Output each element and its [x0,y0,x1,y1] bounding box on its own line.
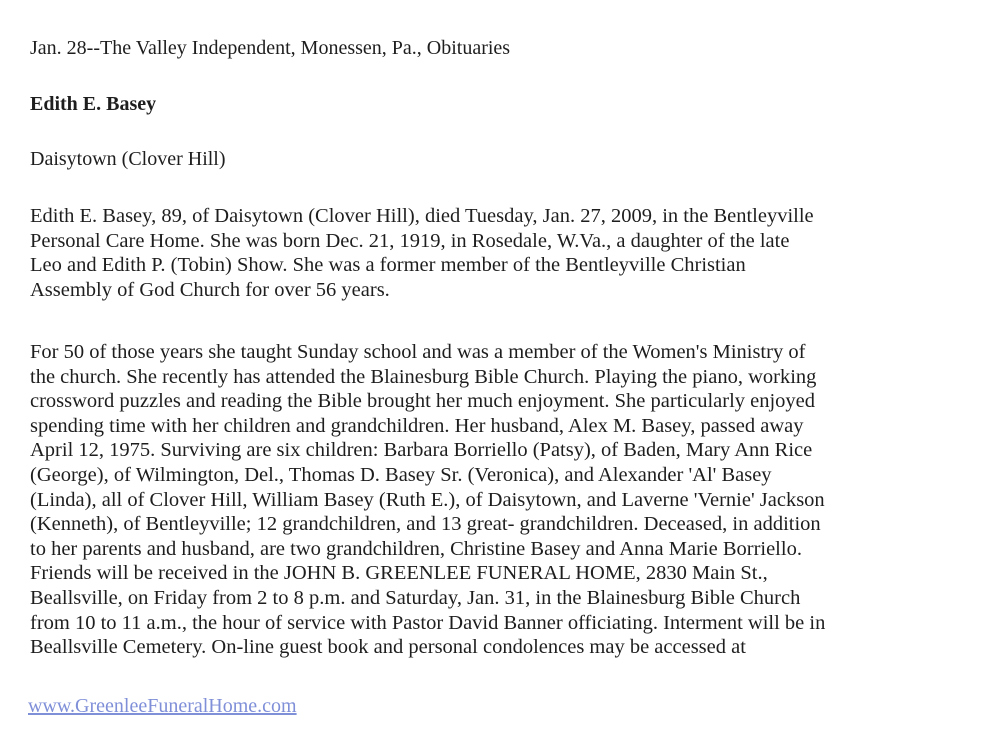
obituary-place: Daisytown (Clover Hill) [30,148,226,170]
obituary-name: Edith E. Basey [30,93,157,115]
text-line: (Linda), all of Clover Hill, William Basey (Ruth E.), of Daisytown, and Laverne 'Vernie' Jackson [30,488,825,511]
text-line: from 10 to 11 a.m., the hour of service with Pastor David Banner officiating. Interment will be in [30,611,826,634]
text-line: the church. She recently has attended the Blainesburg Bible Church. Playing the piano, working [30,365,817,388]
text-line: Personal Care Home. She was born Dec. 21, 1919, in Rosedale, W.Va., a daughter of the late [30,229,790,252]
text-line: to her parents and husband, are two grandchildren, Christine Basey and Anna Marie Borriello. [30,537,802,560]
source-line: Jan. 28--The Valley Independent, Monessen, Pa., Obituaries [30,37,511,59]
text-line: Leo and Edith P. (Tobin) Show. She was a former member of the Bentleyville Christian [30,254,746,277]
text-line: For 50 of those years she taught Sunday school and was a member of the Women's Ministry of [30,341,806,363]
text-line: Edith E. Basey, 89, of Daisytown (Clover Hill), died Tuesday, Jan. 27, 2009, in the Bentleyville [30,205,814,227]
text-line: (George), of Wilmington, Del., Thomas D. Basey Sr. (Veronica), and Alexander 'Al' Basey [30,463,772,486]
text-line: Beallsville, on Friday from 2 to 8 p.m. and Saturday, Jan. 31, in the Blainesburg Bible Church [30,586,801,609]
details-paragraph [30,340,825,660]
funeral-home-link[interactable]: www.GreenleeFuneralHome.com [28,695,297,717]
biography-paragraph [30,204,814,302]
text-line: Beallsville Cemetery. On-line guest book and personal condolences may be accessed at [30,636,746,659]
text-line: Friends will be received in the JOHN B. GREENLEE FUNERAL HOME, 2830 Main St., [30,562,768,585]
text-line: crossword puzzles and reading the Bible brought her much enjoyment. She particularly enjoyed [30,390,816,413]
text-line: Assembly of God Church for over 56 years. [30,278,390,301]
text-line: (Kenneth), of Bentleyville; 12 grandchildren, and 13 great- grandchildren. Deceased, in addition [30,513,821,536]
text-line: spending time with her children and grandchildren. Her husband, Alex M. Basey, passed away [30,414,804,437]
text-line: April 12, 1975. Surviving are six children: Barbara Borriello (Patsy), of Baden, Mary Ann Rice [30,439,813,462]
